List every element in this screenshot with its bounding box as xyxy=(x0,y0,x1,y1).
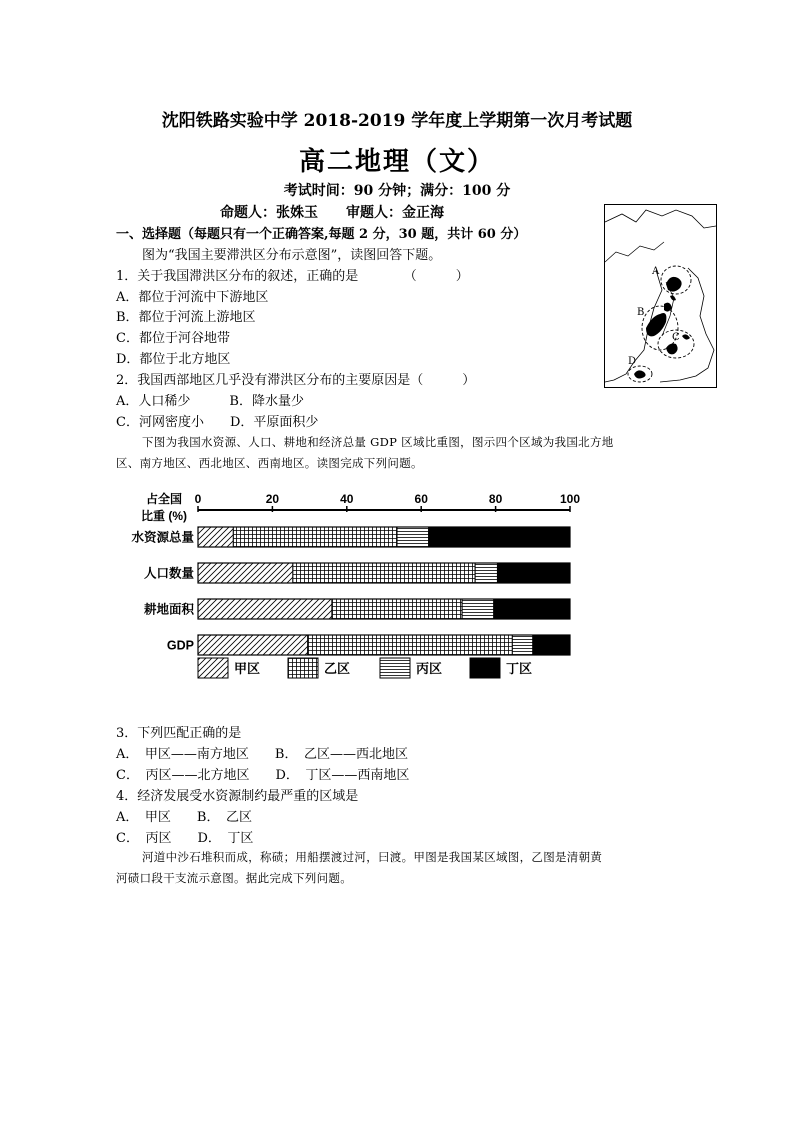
bar-segment xyxy=(198,527,233,547)
reviewer-label: 审题人：金正海 xyxy=(346,205,444,221)
q1-option-c: C．都位于河谷地带 xyxy=(116,331,230,346)
question-3: 3．下列匹配正确的是 xyxy=(116,726,242,741)
category-label: 水资源总量 xyxy=(131,530,194,545)
bar-segment xyxy=(198,563,293,583)
bar-segment xyxy=(198,599,332,619)
question-4: 4．经济发展受水资源制约最严重的区域是 xyxy=(116,789,359,804)
bar-segment xyxy=(462,599,494,619)
category-label: 耕地面积 xyxy=(143,602,194,617)
x-tick-label: 100 xyxy=(559,492,581,506)
q4-options-cd: C． 丙区 D． 丁区 xyxy=(116,831,254,846)
setter-label: 命题人：张姝玉 xyxy=(220,205,318,221)
x-tick-label: 40 xyxy=(340,492,354,506)
bar-segment xyxy=(497,563,570,583)
category-label: GDP xyxy=(166,638,194,653)
category-label: 人口数量 xyxy=(143,566,194,581)
bar-segment xyxy=(429,527,570,547)
map-frame xyxy=(605,205,717,388)
q3-options-cd: C． 丙区——北方地区 D． 丁区——西南地区 xyxy=(116,768,410,783)
map-label-d: D xyxy=(628,356,637,367)
legend-label: 丁区 xyxy=(506,661,533,676)
q1-option-d: D．都位于北方地区 xyxy=(116,352,231,367)
legend-label: 丙区 xyxy=(416,661,443,676)
q1-option-b: B．都位于河流上游地区 xyxy=(116,310,256,325)
bar-segment xyxy=(397,527,429,547)
intro-flood-map: 图为“我国主要滞洪区分布示意图”，读图回答下题。 xyxy=(142,248,442,263)
intro-chart-line1: 下图为我国水资源、人口、耕地和经济总量 GDP 区域比重图，图示四个区域为我国北方地 xyxy=(142,435,614,449)
bar-segment xyxy=(475,563,497,583)
question-2: 2．我国西部地区几乎没有滞洪区分布的主要原因是（ ） xyxy=(116,373,476,388)
legend-swatch xyxy=(470,658,500,678)
map-label-b: B xyxy=(637,307,645,318)
bar-segment xyxy=(494,599,570,619)
flood-zone-map xyxy=(604,204,717,388)
legend-swatch xyxy=(380,658,410,678)
q2-options-cd: C．河网密度小 D．平原面积少 xyxy=(116,415,319,430)
legend-swatch xyxy=(198,658,228,678)
section-heading: 一、选择题（每题只有一个正确答案,每题 2 分，30 题，共计 60 分） xyxy=(116,227,527,242)
legend-label: 甲区 xyxy=(234,661,261,676)
bar-segment xyxy=(533,635,570,655)
bar-segment xyxy=(332,599,462,619)
legend-swatch xyxy=(288,658,318,678)
bar-segment xyxy=(293,563,475,583)
exam-school-title: 沈阳铁路实验中学 2018-2019 学年度上学期第一次月考试题 xyxy=(161,111,633,131)
x-tick-label: 20 xyxy=(265,492,280,506)
region-share-chart xyxy=(120,486,590,686)
map-label-c: C xyxy=(672,332,680,343)
bar-segment xyxy=(233,527,397,547)
intro-chart-line2: 区、南方地区、西北地区、西南地区。读图完成下列问题。 xyxy=(116,456,423,470)
q3-options-ab: A． 甲区——南方地区 B． 乙区——西北地区 xyxy=(116,747,408,762)
intro-river-line1: 河道中沙石堆积而成，称碛；用船摆渡过河，曰渡。甲图是我国某区域图，乙图是清朝黄 xyxy=(142,850,603,864)
exam-time-score: 考试时间：90 分钟；满分：100 分 xyxy=(283,183,511,199)
x-tick-label: 60 xyxy=(414,492,428,506)
map-label-a: A xyxy=(652,266,660,277)
x-tick-label: 0 xyxy=(194,492,202,506)
bar-segment xyxy=(198,635,308,655)
exam-authors xyxy=(220,202,444,222)
axis-title-line1: 占全国 xyxy=(145,492,183,506)
x-tick-label: 80 xyxy=(488,492,503,506)
intro-river-line2: 河碛口段干支流示意图。据此完成下列问题。 xyxy=(116,871,352,885)
axis-title-line2: 比重 (%) xyxy=(141,509,187,523)
legend-label: 乙区 xyxy=(324,661,351,676)
q1-option-a: A．都位于河流中下游地区 xyxy=(116,290,269,305)
bar-segment xyxy=(512,635,532,655)
question-1: 1．关于我国滞洪区分布的叙述，正确的是 （ ） xyxy=(116,269,469,284)
bar-segment xyxy=(308,635,513,655)
q2-options-ab: A．人口稀少 B．降水量少 xyxy=(116,394,304,409)
exam-subject-title: 高二地理（文） xyxy=(298,147,495,177)
q4-options-ab: A． 甲区 B． 乙区 xyxy=(116,810,252,825)
